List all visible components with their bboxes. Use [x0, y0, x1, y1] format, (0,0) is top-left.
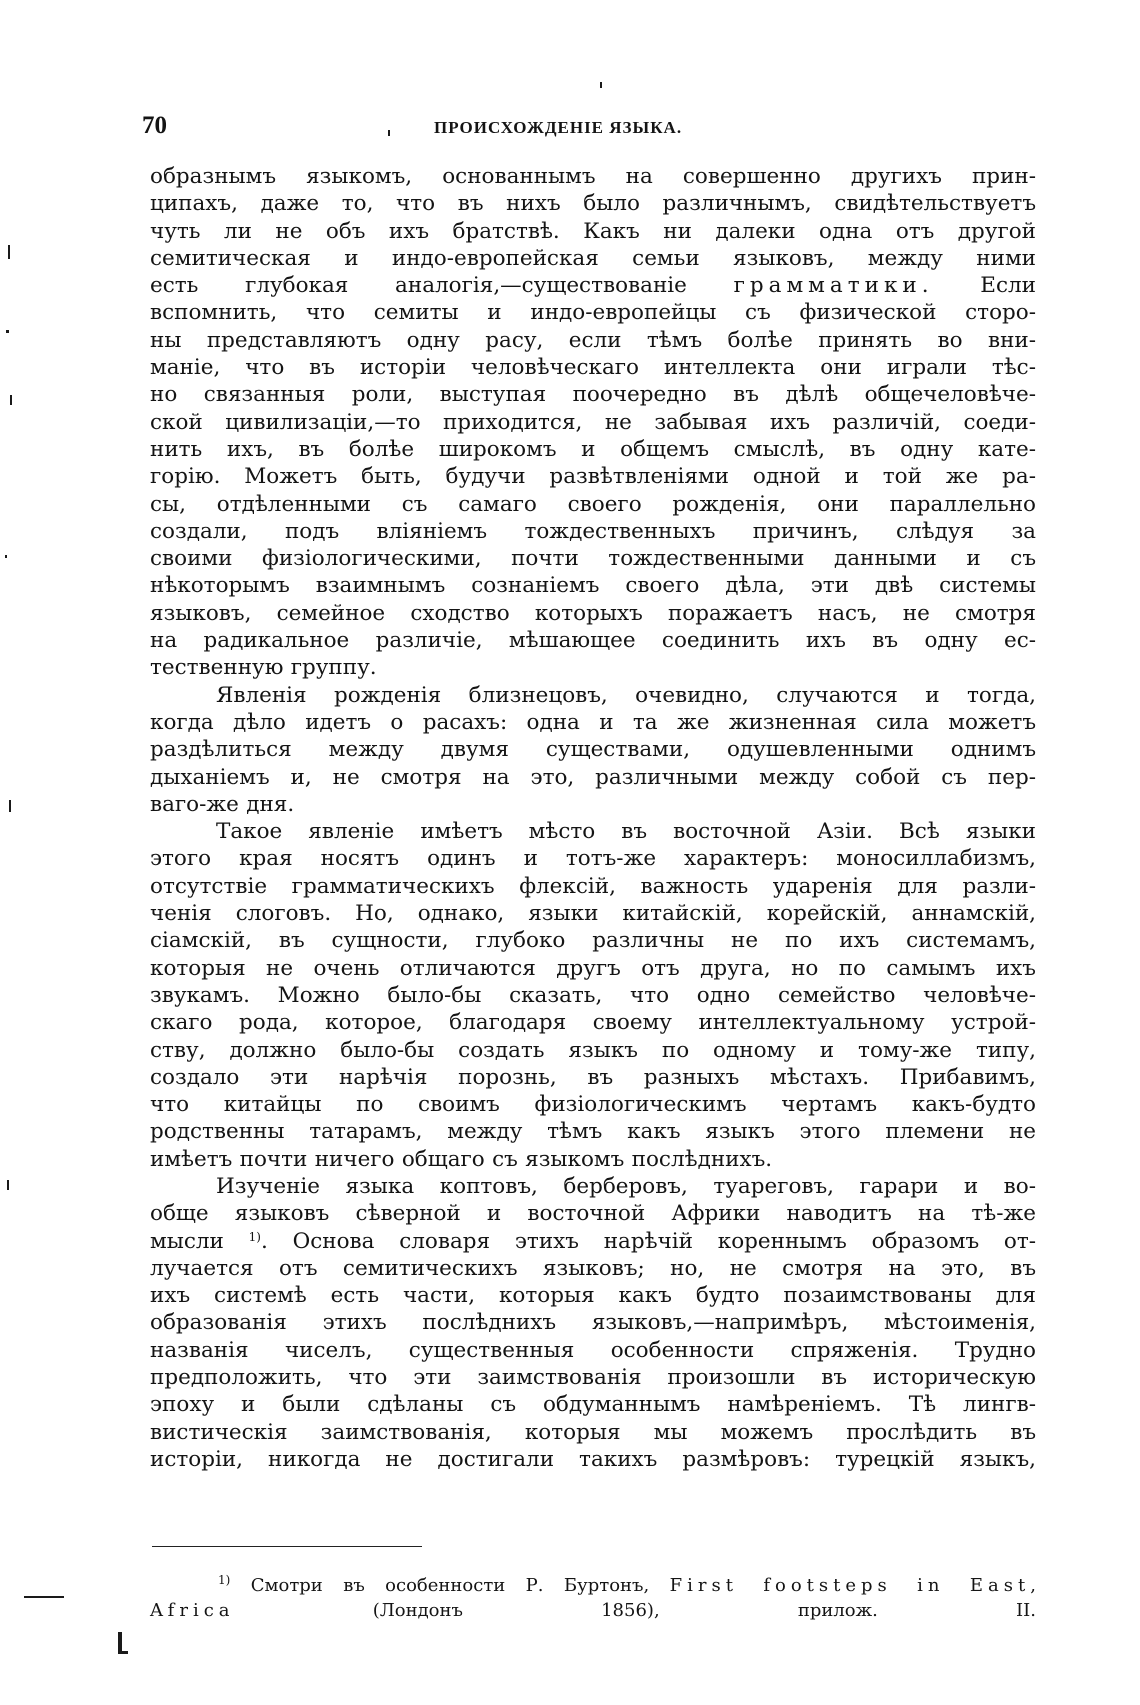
- scan-speck: [7, 1180, 9, 1190]
- text-line: тественную группу.: [150, 655, 377, 681]
- text-line: отсутствіе грамматическихъ флексій, важность ударенія для разли-: [150, 873, 1036, 899]
- text-line: Изученіе языка коптовъ, берберовъ, туареговъ, гарари и во-: [216, 1173, 1036, 1199]
- footnote-text: (Лондонъ 1856), прилож. II.: [372, 1600, 1036, 1621]
- text-line: ихъ системѣ есть части, которыя какъ будто позаимствованы для: [150, 1283, 1036, 1309]
- running-title: ПРОИСХОЖДЕНІЕ ЯЗЫКА.: [434, 118, 683, 137]
- footnote-text: Смотри въ особенности Р. Буртонъ,: [250, 1575, 650, 1596]
- scan-speck: [118, 1651, 128, 1654]
- footnote-line: [150, 1573, 1036, 1598]
- text-line: этого края носятъ одинъ и тотъ-же характеръ: моносиллабизмъ,: [150, 846, 1036, 872]
- text-line: родственны татарамъ, между тѣмъ какъ языкъ этого племени не: [150, 1119, 1036, 1145]
- scan-speck: [8, 245, 10, 259]
- text-line: Явленія рожденія близнецовъ, очевидно, случаются и тогда,: [216, 682, 1036, 708]
- text-line-end: . Основа словаря этихъ нарѣчій кореннымъ образомъ от-: [260, 1228, 1037, 1254]
- footnote-line: [150, 1598, 1036, 1623]
- text-line: семитическая и индо-европейская семьи языковъ, между ними: [150, 245, 1036, 271]
- text-line: горію. Можетъ быть, будучи развѣтвленіями одной и той же ра-: [150, 464, 1036, 490]
- scan-speck: [5, 555, 7, 558]
- text-line: эпоху и были сдѣланы съ обдуманнымъ намѣреніемъ. Тѣ лингв-: [150, 1392, 1036, 1418]
- text-line: ваго-же дня.: [150, 791, 295, 817]
- text-line-start: есть глубокая аналогія,—существованіе: [150, 273, 687, 299]
- text-line: своими физіологическими, почти тождественными данными и съ: [150, 546, 1036, 572]
- footnote-divider: [152, 1546, 422, 1547]
- scan-speck: [9, 800, 11, 812]
- text-line-end: Если: [980, 273, 1036, 299]
- text-line: предположить, что эти заимствованія произошли въ историческую: [150, 1365, 1036, 1391]
- text-line: ченія слоговъ. Но, однако, языки китайскій, корейскій, аннамскій,: [150, 901, 1036, 927]
- text-line: названія чиселъ, существенныя особенности спряженія. Трудно: [150, 1337, 1036, 1363]
- text-line: ству, должно было-бы создать языкъ по одному и тому-же типу,: [150, 1037, 1036, 1063]
- paragraph-1: [150, 163, 1036, 682]
- page-header: [142, 112, 1042, 140]
- text-line: создали, подъ вліяніемъ тождественныхъ причинъ, слѣдуя за: [150, 518, 1036, 544]
- text-line: раздѣлиться между двумя существами, одушевленными однимъ: [150, 737, 1036, 763]
- text-line: звукамъ. Можно было-бы сказать, что одно семейство человѣче-: [150, 982, 1036, 1008]
- footnote-book-title: First footsteps in East: [669, 1575, 1031, 1596]
- scan-speck: [6, 330, 9, 333]
- body-text: [150, 163, 1036, 1473]
- text-line: образованія этихъ послѣднихъ языковъ,—напримѣръ, мѣстоименія,: [150, 1310, 1036, 1336]
- text-line: ны представляютъ одну расу, если тѣмъ болѣе принять во вни-: [150, 327, 1036, 353]
- text-line: ципахъ, даже то, что въ нихъ было различнымъ, свидѣтельствуетъ: [150, 191, 1036, 217]
- paragraph-2: [150, 682, 1036, 818]
- text-line: скаго рода, которое, благодаря своему интеллектуальному устрой-: [150, 1010, 1036, 1036]
- footnote-reference[interactable]: 1): [248, 1229, 261, 1244]
- text-line: исторіи, никогда не достигали такихъ размѣровъ: турецкій языкъ,: [150, 1446, 1036, 1472]
- text-line: чуть ли не объ ихъ братствѣ. Какъ ни далеки одна отъ другой: [150, 218, 1036, 244]
- text-line: маніе, что въ исторіи человѣческаго интеллекта они играли тѣс-: [150, 355, 1036, 381]
- footnote-marker: 1): [218, 1573, 231, 1587]
- text-line: создало эти нарѣчія порознь, въ разныхъ мѣстахъ. Прибавимъ,: [150, 1064, 1036, 1090]
- spaced-word: грамматики.: [733, 273, 934, 299]
- text-line: Такое явленіе имѣетъ мѣсто въ восточной Азіи. Всѣ языки: [216, 819, 1036, 845]
- text-line: когда дѣло идетъ о расахъ: одна и та же жизненная сила можетъ: [150, 709, 1036, 735]
- text-line-start: мысли: [150, 1228, 224, 1254]
- footnote-book-title-cont: Africa: [150, 1600, 235, 1621]
- scan-speck: [600, 82, 602, 88]
- scan-speck: [10, 395, 12, 405]
- text-line: языковъ, семейное сходство которыхъ поражаетъ насъ, не смотря: [150, 600, 1036, 626]
- text-line: которыя не очень отличаются другъ отъ друга, но по самымъ ихъ: [150, 955, 1036, 981]
- text-line: ской цивилизаціи,—то приходится, не забывая ихъ различій, соеди-: [150, 409, 1036, 435]
- footnote-punct: ,: [1030, 1575, 1036, 1596]
- text-line: дыханіемъ и, не смотря на это, различными между собой съ пер-: [150, 764, 1036, 790]
- paragraph-3: [150, 818, 1036, 1173]
- text-line: сы, отдѣленными съ самаго своего рожденія, они параллельно: [150, 491, 1036, 517]
- text-line: на радикальное различіе, мѣшающее соединить ихъ въ одну ес-: [150, 628, 1036, 654]
- text-line: обще языковъ сѣверной и восточной Африки наводитъ на тѣ-же: [150, 1201, 1036, 1227]
- text-line: нить ихъ, въ болѣе широкомъ и общемъ смыслѣ, въ одну кате-: [150, 436, 1036, 462]
- text-line: лучается отъ семитическихъ языковъ; но, не смотря на это, въ: [150, 1255, 1036, 1281]
- text-line: нѣкоторымъ взаимнымъ сознаніемъ своего дѣла, эти двѣ системы: [150, 573, 1036, 599]
- scan-speck: [388, 130, 390, 136]
- text-line: имѣетъ почти ничего общаго съ языкомъ послѣднихъ.: [150, 1146, 773, 1172]
- text-line: вспомнить, что семиты и индо-европейцы съ физической сторо-: [150, 300, 1036, 326]
- page-number: 70: [142, 112, 167, 139]
- text-line: образнымъ языкомъ, основаннымъ на совершенно другихъ прин-: [150, 164, 1036, 189]
- text-line: что китайцы по своимъ физіологическимъ чертамъ какъ-будто: [150, 1092, 1036, 1118]
- text-line-with-footnote-ref: [150, 1228, 1036, 1255]
- text-line-with-spaced-word: [150, 272, 1036, 299]
- text-line: вистическія заимствованія, которыя мы можемъ прослѣдить въ: [150, 1419, 1036, 1445]
- paragraph-4: [150, 1173, 1036, 1473]
- text-line: сіамскій, въ сущности, глубоко различны не по ихъ системамъ,: [150, 928, 1036, 954]
- scan-speck: [24, 1596, 64, 1598]
- footnote: [150, 1573, 1036, 1623]
- text-line: но связанныя роли, выступая поочередно въ дѣлѣ общечеловѣче-: [150, 382, 1036, 408]
